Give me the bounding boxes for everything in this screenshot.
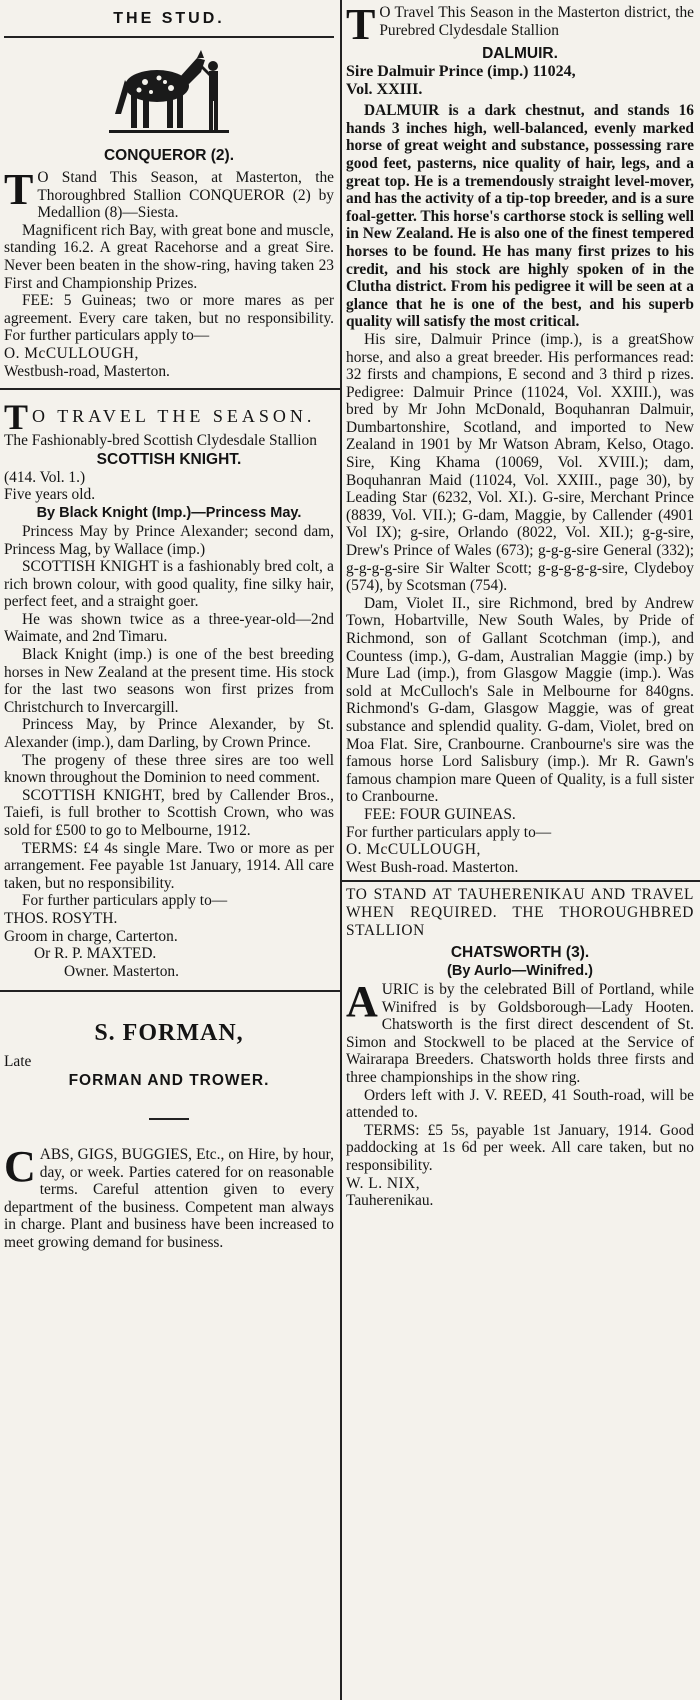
knight-owner-role: Owner. Masterton. [64, 962, 179, 980]
knight-registration: (414. Vol. 1.) [4, 468, 86, 486]
dalmuir-paragraph: Dam, Violet II., sire Richmond, bred by Andrew Town, Hobartville, New South Wales, by Pride of Richmond, son of Gallant Scotchman (imp.), and Countess (imp.), G-dam, Australian Maggie (imp.) by Mure Lad (imp.), from Glasgow Maggie (imp.). Was sold at McCulloch's Sale in Melbourne for 840gns. Richmond's G-dam, Glasgow Maggie, was of great substance and splendid quality. G-dam, Violet, bred on Moa Flat. Sire, Cranbourne. Cranbourne's sire was the famous horse Lord Salisbury (imp.). Mr R. Gawn's famous champion mare Queen of Quality, is a full sister to Cranbourne. [346, 594, 694, 806]
knight-heading: O TRAVEL THE SEASON. [32, 406, 316, 427]
knight-paragraph: SCOTTISH KNIGHT, bred by Callender Bros., Taiefi, is full brother to Scottish Crown, who was sold for £500 to go to Melbourne, 1912. [4, 786, 334, 839]
stud-section-title: THE STUD. [113, 10, 225, 27]
knight-terms: TERMS: £4 4s single Mare. Two or more as per arrangement. Fee payable 1st January, 1914. All care taken, but no responsibility. [4, 839, 334, 892]
conqueror-description: Magnificent rich Bay, with great bone and muscle, standing 16.2. A great Racehorse and a great Sire. Never been beaten in the show-ring, having taken 23 First and Championship Prizes. [4, 221, 334, 292]
knight-name: SCOTTISH KNIGHT. [96, 450, 242, 468]
chatsworth-address: Tauherenikau. [346, 1192, 434, 1210]
forman-dropcap: C [4, 1141, 36, 1191]
chatsworth-name: CHATSWORTH (3). [450, 944, 590, 962]
chatsworth-orders: Orders left with J. V. REED, 41 South-road, will be attended to. [346, 1086, 694, 1122]
dalmuir-sire-line1: Sire Dalmuir Prince (imp.) 11024, [346, 63, 576, 80]
knight-paragraph: Princess May by Prince Alexander; second dam, Princess Mag, by Wallace (imp.) [4, 522, 334, 558]
divider [4, 36, 334, 38]
chatsworth-text: URIC is by the celebrated Bill of Portland, while Winifred is by Goldsborough—Lady Hooten. Chatsworth is the first direct descendent of St. Simon and Stockwell to be placed at the Service of Wairarapa Breeders. Chatsworth holds three firsts and three championships in the show ring. [346, 981, 694, 1087]
knight-groom-role: Groom in charge, Carterton. [4, 927, 178, 945]
forman-late: Late [4, 1053, 32, 1071]
chatsworth-terms: TERMS: £5 5s, payable 1st January, 1914. Good paddocking at 1s 6d per week. All care taken, but no responsibility. [346, 1121, 694, 1175]
knight-subtitle: The Fashionably-bred Scottish Clydesdale Stallion [4, 432, 317, 450]
knight-owner: Or R. P. MAXTED. [34, 945, 157, 963]
knight-paragraph: Black Knight (imp.) is one of the best breeding horses in New Zealand at the present time. His stock for the last two seasons won first prizes from Christchurch to Invercargill. [4, 646, 334, 716]
knight-paragraph: He was shown twice as a three-year-old—2nd Waimate, and 2nd Timaru. [4, 610, 334, 646]
dalmuir-apply: For further particulars apply to— [346, 823, 552, 841]
dalmuir-address: West Bush-road. Masterton. [346, 858, 519, 876]
conqueror-fee: FEE: 5 Guineas; two or more mares as per agreement. Every care taken, but no responsibility. For further particulars apply to— [4, 292, 334, 345]
chatsworth-dropcap: A [346, 977, 378, 1027]
short-rule [149, 1118, 189, 1120]
knight-paragraph: The progeny of these three sires are too well known throughout the Dominion to need comment. [4, 751, 334, 787]
scottish-knight-ad [0, 390, 340, 990]
knight-apply: For further particulars apply to— [22, 892, 228, 910]
conqueror-intro: O Stand This Season, at Masterton, the Thoroughbred Stallion CONQUEROR (2) by Medallion (8)—Siesta. [37, 169, 334, 222]
knight-paragraph: SCOTTISH KNIGHT is a fashionably bred colt, a rich brown colour, with good quality, fine silky hair, perfect feet, and a straight goer. [4, 558, 334, 611]
chatsworth-sire: (By Aurlo—Winifred.) [447, 963, 593, 980]
dalmuir-fee: FEE: FOUR GUINEAS. [364, 805, 516, 823]
conqueror-ad [0, 0, 340, 388]
dalmuir-ad [342, 0, 700, 880]
conqueror-name: CONQUEROR (2). [103, 147, 235, 164]
conqueror-address: Westbush-road, Masterton. [4, 362, 170, 380]
knight-sire: By Black Knight (Imp.)—Princess May. [36, 504, 302, 521]
dalmuir-dropcap: T [346, 0, 376, 49]
knight-age: Five years old. [4, 486, 96, 504]
knight-paragraph: Princess May, by Prince Alexander, by St. Alexander (imp.), dam Darling, by Crown Prince. [4, 716, 334, 752]
dalmuir-name: DALMUIR. [482, 45, 558, 62]
chatsworth-heading: TO STAND AT TAUHERENIKAU AND TRAVEL WHEN REQUIRED. THE THOROUGHBRED STALLION [346, 886, 694, 939]
dalmuir-paragraph: DALMUIR is a dark chestnut, and stands 16 hands 3 inches high, well-balanced, evenly marked horse of great weight and substance, possessing rare good feet, pasterns, nice quality of hair, legs, and a great top. He is a tremendously straight level-mover, and has the activity of a tip-top breeder, and is a sure foal-getter. This horse's carthorse stock is selling well in New Zealand. He is also one of the finest tempered horses to be found. He has many first prizes to his credit, and his stock are highly spoken of in the Clutha district. From his pedigree it will be seen at a glance that he is one of the best, and his superb quality will satisfy the most critical. [346, 102, 694, 331]
forman-ad [0, 992, 340, 1251]
conqueror-dropcap: T [4, 165, 34, 214]
knight-groom: THOS. ROSYTH. [4, 909, 118, 927]
forman-firm: FORMAN AND TROWER. [68, 1071, 270, 1089]
knight-dropcap: T [4, 400, 29, 433]
dalmuir-sire-line2: Vol. XXIII. [346, 80, 423, 98]
chatsworth-owner: W. L. NIX, [346, 1174, 421, 1192]
dalmuir-intro: O Travel This Season in the Masterton district, the Purebred Clydesdale Stallion [379, 4, 694, 39]
left-column [0, 0, 340, 1252]
forman-text: ABS, GIGS, BUGGIES, Etc., on Hire, by hour, day, or week. Parties catered for on reasonable terms. Careful attention given to every department of the business. Competent man always in charge. Plant and business have been increased to meet growing demand for business. [4, 1145, 334, 1251]
dalmuir-paragraph: His sire, Dalmuir Prince (imp.), is a greatShow horse, and also a great breeder. His performances read: 32 firsts and champions, E second and 3 third p rizes. Pedigree: Dalmuir Prince (11024, Vol. XXIII.), was bred by Mr John McDonald, Boquhanran Dalmuir, Dumbartonshire, Scotland, and imported to New Zealand in 1901 by Mr Watson Abram, Kelso, Otago. Sire, King Khama (10069, Vol. XVIII.); dam, Boquhanran Maid (11024, Vol. XXIII., page 30), by Leading Star (6232, Vol. XI.). G-sire, Merchant Prince (8839, Vol. VII.); G-dam, Maggie, by Callender (4901 Vol IX); g-sire, Orlando (8022, Vol. XII.); g-g-sire, Drew's Prince of Wales (673); g-g-g-sire General (332); g-g-g-g-sire Sir Walter Scott; g-g-g-g-g-sire, Clydeboy (574), by Scotsman (754). [346, 330, 694, 595]
chatsworth-ad [342, 882, 700, 1210]
dalmuir-owner: O. McCULLOUGH, [346, 841, 481, 859]
forman-name: S. FORMAN, [94, 1020, 244, 1047]
right-column [342, 0, 700, 1210]
horse-and-groom-illustration [109, 44, 229, 142]
conqueror-owner: O. McCULLOUGH, [4, 344, 139, 362]
